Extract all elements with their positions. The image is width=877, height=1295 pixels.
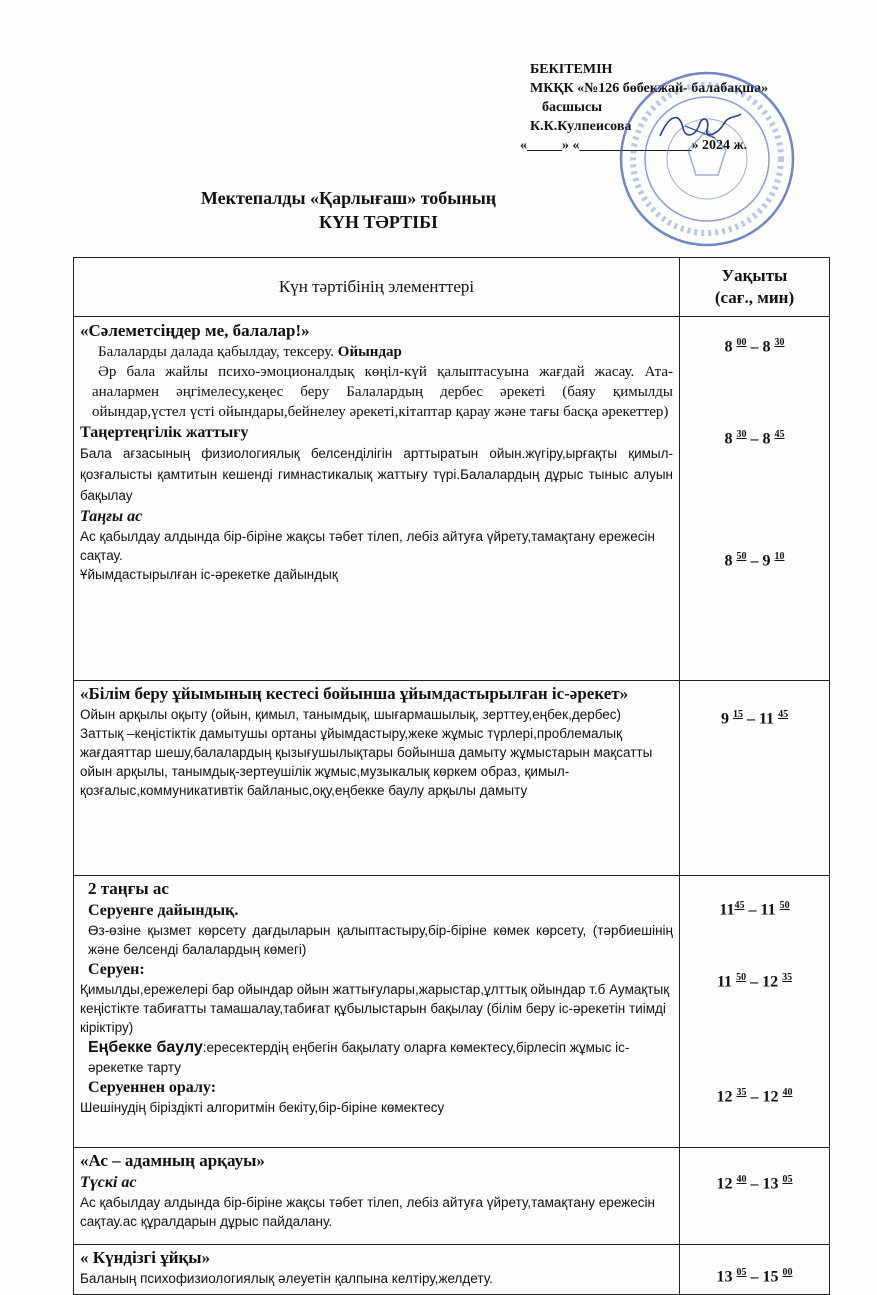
time-end-hour: 12 — [762, 1087, 779, 1105]
section-text: Ойын арқылы оқыту (ойын, қимыл, танымдық, шығармашылық, зерттеу,еңбек,дербес) — [80, 707, 622, 722]
header-time-label: Уақыты — [721, 266, 788, 285]
section-subheading: Серуен: — [88, 961, 145, 978]
time-end-hour: 11 — [758, 710, 775, 728]
time-start-min: 40 — [736, 1174, 747, 1185]
section-text: Бала ағзасының физиологиялық белсенділігін арттыратын ойын.жүгіру,ырғақты қимыл-қозғалысты қамтитын кешенді гимнастикалық жаттығу түрі.Балалардың дұрыс тыныс алуын бақылау — [80, 446, 673, 503]
time-end-hour: 12 — [762, 973, 779, 991]
time-range: 8 $^{00}$ – 8 $^{30}$ — [724, 337, 785, 356]
time-range: 12 $^{35}$ – 12 $^{40}$ — [716, 1086, 793, 1105]
section-subheading: Еңбекке баулу — [88, 1039, 203, 1056]
time-end-hour: 8 — [762, 430, 771, 448]
table-header-row — [74, 258, 830, 317]
time-start-min: 35 — [736, 1086, 747, 1098]
table-row — [74, 317, 830, 681]
section-text — [80, 342, 673, 362]
section-text: Ас қабылдау алдында бір-біріне жақсы тәбет тілеп, лебіз айтуға үйрету,тамақтану ережесін сақтау. — [80, 529, 655, 563]
time-end-min: 40 — [782, 1086, 793, 1098]
time-range: 12 $^{40}$ – 13 $^{05}$ — [716, 1174, 793, 1193]
section-subheading: Түскі ас — [80, 1174, 137, 1191]
table-row — [74, 681, 830, 876]
time-end-min: 00 — [782, 1267, 793, 1278]
time-end-hour: 13 — [762, 1175, 779, 1193]
section-cell — [74, 1148, 680, 1245]
signature — [655, 108, 745, 146]
section-text: :ересектердің еңбегін бақылату оларға көмектесу,бірлесіп жұмыс іс-әрекетке тарту — [88, 1040, 630, 1075]
time-start-hour: 8 — [724, 338, 733, 356]
table-row — [74, 1148, 830, 1245]
time-end-min: 45 — [774, 429, 785, 441]
section-cell — [74, 876, 680, 1148]
section-text: Ұйымдастырылған іс-әрекетке дайындық — [80, 567, 338, 582]
approval-org: МКҚК «№126 бөбекжай- балабақша» — [530, 81, 769, 96]
document-title: Мектепалды «Қарлығаш» тобының — [200, 188, 497, 208]
time-start-min: 00 — [736, 337, 747, 348]
time-end-min: 30 — [774, 337, 785, 348]
section-title: 2 таңғы ас — [88, 879, 169, 898]
time-range: 8 $^{50}$ – 9 $^{10}$ — [724, 550, 785, 569]
time-end-min: 05 — [782, 1174, 793, 1185]
time-start-hour: 12 — [716, 1087, 733, 1105]
section-title: « Күндізгі ұйқы» — [80, 1248, 211, 1267]
approval-position: басшысы — [542, 100, 603, 115]
time-end-min: 10 — [774, 550, 785, 562]
time-cell — [680, 681, 830, 876]
header-time-units: (сағ., мин) — [714, 288, 795, 307]
time-cell — [680, 317, 830, 681]
time-start-hour: 11 — [719, 901, 735, 919]
time-range: $11^{45} - 11$ $^{50}$ — [719, 900, 790, 919]
time-range: 11 $^{50}$ – 12 $^{35}$ — [716, 972, 793, 991]
document-subtitle: КҮН ТӘРТІБІ — [319, 212, 438, 232]
section-subheading: Серуенге дайындық. — [88, 902, 239, 919]
time-start-min: 05 — [736, 1267, 747, 1278]
time-end-hour: 8 — [762, 338, 771, 356]
section-text: Әр бала жайлы психо-эмоционалдық көңіл-күй қалыптасуына жағдай жасау. Ата-аналармен әңгімелесу,кеңес беру Балалардың дербес әрекеті (баяу қимылды ойындар,үстел үсті ойындары,бейнелеу әрекеті,кітаптар қарау және тағы басқа әрекеттер) — [92, 364, 673, 420]
section-subheading: Таңертеңгілік жаттығу — [80, 424, 249, 441]
approval-date: «_____» «________________» 2024 ж. — [520, 138, 748, 153]
time-start-min: 15 — [732, 709, 743, 720]
time-start-hour: 8 — [724, 430, 733, 448]
time-start-hour: 12 — [716, 1175, 733, 1193]
header-time — [680, 258, 830, 317]
section-title: «Ас – адамның арқауы» — [80, 1151, 265, 1170]
time-start-hour: 11 — [716, 973, 733, 991]
schedule-table — [73, 257, 830, 1295]
section-subheading: Серуеннен оралу: — [88, 1079, 217, 1096]
section-title: «Білім беру ұйымының кестесі бойынша ұйымдастырылған іс-әрекет» — [80, 684, 629, 703]
time-start-min: 30 — [736, 429, 747, 441]
section-text: Баланың психофизиологиялық әлеуетін қалпына келтіру,желдету. — [80, 1271, 493, 1286]
section-text: Шешінудің біріздікті алгоритмін бекіту,бір-біріне көмектесу — [80, 1100, 445, 1115]
table-row — [74, 876, 830, 1148]
table-row — [74, 1245, 830, 1295]
section-cell — [74, 1245, 680, 1295]
time-range: 8 $^{30}$ – 8 $^{45}$ — [724, 429, 785, 448]
time-range: 13 $^{05}$ – 15 $^{00}$ — [716, 1267, 793, 1286]
time-end-min: 35 — [782, 972, 793, 984]
time-end-min: 50 — [779, 900, 790, 911]
time-start-min: 50 — [736, 550, 747, 562]
time-cell — [680, 1148, 830, 1245]
section-text: Заттық –кеңістіктік дамытушы ортаны ұйымдастыру,жеке жұмыс түрлері,проблемалық жағдаяттар шешу,балалардың қызығушылықтары бойынша дамыту жұмыстарын мақсатты ойын арқылы, танымдық-зертеушілік жұмыс,музыкалық көркем образ, қимыл-қозғалыс,коммуникативтік байланыс,оқу,еңбекке баулу арқылы дамыту — [80, 726, 653, 798]
time-end-hour: 15 — [762, 1268, 779, 1286]
header-elements: Күн тәртібінің элементтері — [74, 258, 680, 317]
time-cell — [680, 1245, 830, 1295]
time-start-hour: 13 — [716, 1268, 733, 1286]
section-subheading: Таңғы ас — [80, 508, 143, 525]
time-end-hour: 11 — [760, 901, 776, 919]
section-cell — [74, 317, 680, 681]
time-end-hour: 9 — [762, 551, 771, 569]
section-text: Қимылды,ережелері бар ойындар ойын жаттығулары,жарыстар,ұлттық ойындар т.б Аумақтық кеңістікте табиғатты тамашалау,табиғат құбылыстарын бақылау (білім беру іс-әрекетін тиімді кіріктіру) — [80, 982, 670, 1035]
approval-name: К.К.Кулпеисова — [530, 119, 632, 134]
approval-heading: БЕКІТЕМІН — [530, 62, 613, 77]
time-start-min: 50 — [736, 972, 747, 984]
time-start-hour: 9 — [720, 710, 729, 728]
section-text-part: Балаларды далада қабылдау, тексеру. — [98, 344, 338, 360]
time-cell — [680, 876, 830, 1148]
section-text-bold: Ойындар — [337, 344, 402, 360]
time-end-min: 45 — [778, 709, 789, 720]
section-text: Өз-өзіне қызмет көрсету дағдыларын қалыптастыру,бір-біріне көмек көрсету, (тәрбиешінің және белсенді балалардың көмегі) — [88, 923, 673, 957]
time-start-min: 45 — [734, 900, 745, 911]
time-start-hour: 8 — [724, 551, 733, 569]
section-cell — [74, 681, 680, 876]
section-text: Ас қабылдау алдында бір-біріне жақсы тәбет тілеп, лебіз айтуға үйрету,тамақтану ережесін сақтау.ас құралдарын дұрыс пайдалану. — [80, 1195, 655, 1229]
time-range: 9 $^{15}$ – 11 $^{45}$ — [720, 709, 789, 728]
section-title: «Сәлеметсіңдер ме, балалар!» — [80, 321, 310, 340]
